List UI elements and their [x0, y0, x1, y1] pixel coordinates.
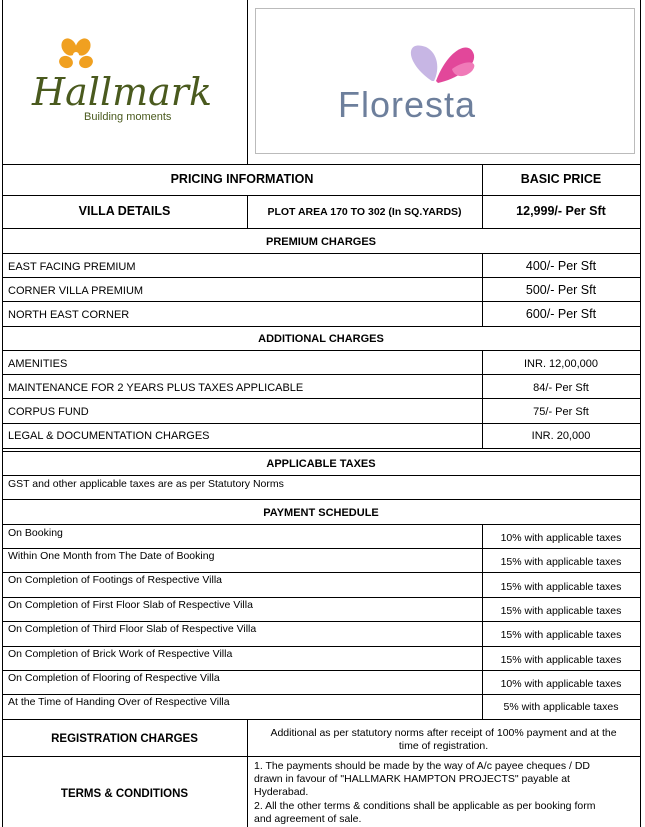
schedule-label: At the Time of Handing Over of Respective Villa [8, 696, 230, 708]
plot-area: PLOT AREA 170 TO 302 (In SQ.YARDS) [267, 206, 462, 218]
villa-details-label: VILLA DETAILS [78, 204, 171, 218]
schedule-value: 15% with applicable taxes [500, 629, 622, 641]
divider [2, 621, 641, 622]
svg-text:Building moments: Building moments [84, 111, 172, 123]
terms-line: and agreement of sale. [254, 813, 362, 825]
schedule-title: PAYMENT SCHEDULE [263, 507, 379, 519]
divider [2, 670, 641, 671]
schedule-value: 10% with applicable taxes [500, 532, 622, 544]
divider [2, 548, 641, 549]
pricing-header: PRICING INFORMATION [170, 172, 314, 186]
divider [2, 228, 641, 229]
divider [2, 326, 641, 327]
divider [2, 301, 641, 302]
floresta-logo [255, 8, 635, 154]
divider [2, 350, 641, 351]
left-border [2, 0, 3, 827]
divider [2, 572, 641, 573]
divider [2, 451, 641, 452]
additional-value: INR. 20,000 [531, 430, 591, 442]
additional-title: ADDITIONAL CHARGES [258, 333, 384, 345]
divider [2, 253, 641, 254]
premium-value: 600/- Per Sft [525, 307, 597, 321]
additional-value: 75/- Per Sft [533, 406, 589, 418]
schedule-label: On Completion of Flooring of Respective Villa [8, 672, 220, 684]
svg-text:Floresta: Floresta [338, 84, 477, 125]
terms-line: drawn in favour of "HALLMARK HAMPTON PROJECTS" payable at [254, 773, 570, 785]
divider [2, 597, 641, 598]
divider [2, 646, 641, 647]
hallmark-logo-icon [20, 35, 230, 130]
divider [2, 398, 641, 399]
schedule-value: 15% with applicable taxes [500, 605, 622, 617]
divider [2, 475, 641, 476]
divider [2, 448, 641, 449]
col-divider [482, 164, 483, 228]
schedule-label: On Booking [8, 527, 63, 539]
premium-label: NORTH EAST CORNER [8, 309, 130, 321]
divider [2, 374, 641, 375]
terms-line: Hyderabad. [254, 786, 309, 798]
schedule-label: On Completion of First Floor Slab of Respective Villa [8, 599, 253, 611]
additional-value: 84/- Per Sft [533, 382, 589, 394]
registration-line-2: time of registration. [398, 740, 489, 752]
schedule-label: On Completion of Brick Work of Respective Villa [8, 648, 233, 660]
schedule-value: 15% with applicable taxes [500, 556, 622, 568]
taxes-text: GST and other applicable taxes are as per Statutory Norms [8, 478, 284, 490]
divider [2, 756, 641, 757]
additional-label: AMENITIES [8, 358, 68, 370]
taxes-title: APPLICABLE TAXES [266, 458, 376, 470]
logo-divider [247, 0, 248, 165]
divider [2, 423, 641, 424]
divider [2, 694, 641, 695]
right-border [640, 0, 641, 827]
divider [2, 524, 641, 525]
divider [2, 719, 641, 720]
registration-line-1: Additional as per statutory norms after receipt of 100% payment and at the [270, 727, 617, 739]
divider [2, 195, 641, 196]
premium-label: EAST FACING PREMIUM [8, 261, 136, 273]
terms-line: 2. All the other terms & conditions shall be applicable as per booking form [254, 800, 596, 812]
premium-label: CORNER VILLA PREMIUM [8, 285, 144, 297]
svg-text:Hallmark: Hallmark [32, 70, 212, 114]
schedule-value: 10% with applicable taxes [500, 678, 622, 690]
schedule-value: 15% with applicable taxes [500, 581, 622, 593]
basic-price-value: 12,999/- Per Sft [516, 204, 606, 218]
hallmark-logo [20, 35, 230, 130]
schedule-value: 15% with applicable taxes [500, 654, 622, 666]
schedule-label: On Completion of Footings of Respective Villa [8, 574, 222, 586]
premium-value: 500/- Per Sft [525, 283, 597, 297]
premium-title: PREMIUM CHARGES [265, 236, 376, 248]
additional-label: CORPUS FUND [8, 406, 89, 418]
additional-label: LEGAL & DOCUMENTATION CHARGES [8, 430, 210, 442]
additional-value: INR. 12,00,000 [524, 358, 598, 370]
schedule-label: Within One Month from The Date of Booking [8, 550, 215, 562]
premium-value: 400/- Per Sft [525, 259, 597, 273]
terms-line: 1. The payments should be made by the way of A/c payee cheques / DD [254, 760, 591, 772]
floresta-logo-icon [256, 9, 634, 153]
basic-price-header: BASIC PRICE [520, 172, 602, 186]
divider [2, 499, 641, 500]
terms-label: TERMS & CONDITIONS [60, 788, 189, 800]
additional-label: MAINTENANCE FOR 2 YEARS PLUS TAXES APPLICABLE [8, 382, 304, 394]
divider [2, 164, 641, 165]
schedule-value: 5% with applicable taxes [503, 701, 619, 713]
registration-label: REGISTRATION CHARGES [51, 733, 198, 745]
schedule-label: On Completion of Third Floor Slab of Respective Villa [8, 623, 257, 635]
divider [2, 277, 641, 278]
